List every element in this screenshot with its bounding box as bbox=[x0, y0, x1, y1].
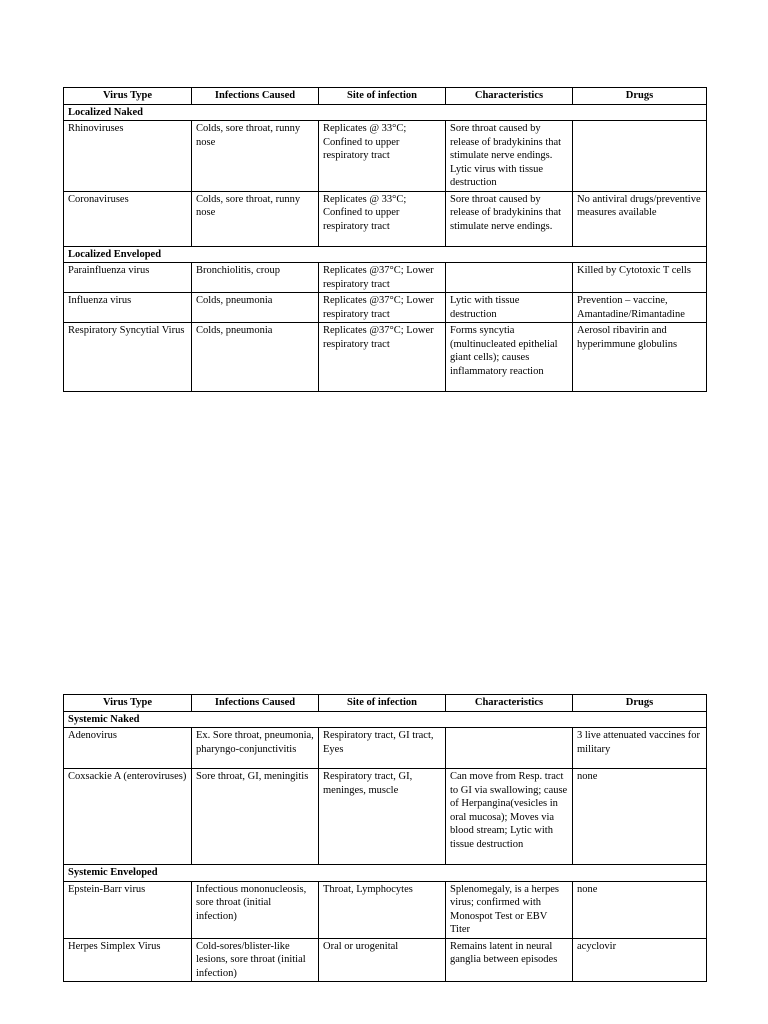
table-row bbox=[64, 121, 707, 192]
infections-cell: Sore throat, GI, meningitis bbox=[192, 769, 319, 865]
drugs-cell: none bbox=[573, 881, 707, 938]
section-title: Localized Enveloped bbox=[64, 246, 707, 263]
header-characteristics: Characteristics bbox=[446, 695, 573, 712]
drugs-cell: acyclovir bbox=[573, 938, 707, 982]
infections-cell: Colds, sore throat, runny nose bbox=[192, 121, 319, 192]
infections-cell: Colds, pneumonia bbox=[192, 323, 319, 392]
virus-type-cell: Herpes Simplex Virus bbox=[64, 938, 192, 982]
virus-type-cell: Influenza virus bbox=[64, 293, 192, 323]
site-cell: Respiratory tract, GI tract, Eyes bbox=[319, 728, 446, 769]
drugs-cell: No antiviral drugs/preventive measures available bbox=[573, 191, 707, 246]
section-row bbox=[64, 104, 707, 121]
header-row bbox=[64, 88, 707, 105]
virus-type-cell: Respiratory Syncytial Virus bbox=[64, 323, 192, 392]
table-row bbox=[64, 728, 707, 769]
virus-type-cell: Coxsackie A (enteroviruses) bbox=[64, 769, 192, 865]
header-virus-type: Virus Type bbox=[64, 695, 192, 712]
section-title: Systemic Naked bbox=[64, 711, 707, 728]
header-drugs: Drugs bbox=[573, 695, 707, 712]
infections-cell: Colds, sore throat, runny nose bbox=[192, 191, 319, 246]
header-site-of-infection: Site of infection bbox=[319, 88, 446, 105]
drugs-cell: none bbox=[573, 769, 707, 865]
characteristics-cell: Forms syncytia (multinucleated epithelial giant cells); causes inflammatory reaction bbox=[446, 323, 573, 392]
drugs-cell: 3 live attenuated vaccines for military bbox=[573, 728, 707, 769]
site-cell: Respiratory tract, GI, meninges, muscle bbox=[319, 769, 446, 865]
characteristics-cell bbox=[446, 263, 573, 293]
drugs-cell: Killed by Cytotoxic T cells bbox=[573, 263, 707, 293]
table-row bbox=[64, 263, 707, 293]
table-row bbox=[64, 769, 707, 865]
header-infections-caused: Infections Caused bbox=[192, 88, 319, 105]
characteristics-cell: Sore throat caused by release of bradykinins that stimulate nerve endings. bbox=[446, 191, 573, 246]
virus-type-cell: Parainfluenza virus bbox=[64, 263, 192, 293]
table-row bbox=[64, 323, 707, 392]
section-title: Localized Naked bbox=[64, 104, 707, 121]
characteristics-cell: Lytic with tissue destruction bbox=[446, 293, 573, 323]
infections-cell: Ex. Sore throat, pneumonia, pharyngo-conjunctivitis bbox=[192, 728, 319, 769]
drugs-cell bbox=[573, 121, 707, 192]
virus-type-cell: Coronaviruses bbox=[64, 191, 192, 246]
table-row bbox=[64, 881, 707, 938]
table-row bbox=[64, 191, 707, 246]
characteristics-cell bbox=[446, 728, 573, 769]
header-site-of-infection: Site of infection bbox=[319, 695, 446, 712]
section-row bbox=[64, 246, 707, 263]
site-cell: Throat, Lymphocytes bbox=[319, 881, 446, 938]
site-cell: Replicates @ 33°C; Confined to upper respiratory tract bbox=[319, 191, 446, 246]
site-cell: Oral or urogenital bbox=[319, 938, 446, 982]
section-row bbox=[64, 865, 707, 882]
table-row bbox=[64, 293, 707, 323]
characteristics-cell: Remains latent in neural ganglia between episodes bbox=[446, 938, 573, 982]
drugs-cell: Prevention – vaccine, Amantadine/Rimantadine bbox=[573, 293, 707, 323]
infections-cell: Infectious mononucleosis, sore throat (initial infection) bbox=[192, 881, 319, 938]
infections-cell: Colds, pneumonia bbox=[192, 293, 319, 323]
virus-type-cell: Rhinoviruses bbox=[64, 121, 192, 192]
site-cell: Replicates @37°C; Lower respiratory tract bbox=[319, 293, 446, 323]
header-drugs: Drugs bbox=[573, 88, 707, 105]
table-row bbox=[64, 938, 707, 982]
characteristics-cell: Can move from Resp. tract to GI via swallowing; cause of Herpangina(vesicles in oral mucosa); Moves via blood stream; Lytic with tissue destruction bbox=[446, 769, 573, 865]
characteristics-cell: Sore throat caused by release of bradykinins that stimulate nerve endings. Lytic virus with tissue destruction bbox=[446, 121, 573, 192]
site-cell: Replicates @37°C; Lower respiratory tract bbox=[319, 263, 446, 293]
infections-cell: Cold-sores/blister-like lesions, sore throat (initial infection) bbox=[192, 938, 319, 982]
header-virus-type: Virus Type bbox=[64, 88, 192, 105]
table-header bbox=[64, 695, 707, 712]
site-cell: Replicates @37°C; Lower respiratory tract bbox=[319, 323, 446, 392]
infections-cell: Bronchiolitis, croup bbox=[192, 263, 319, 293]
virus-type-cell: Adenovirus bbox=[64, 728, 192, 769]
section-row bbox=[64, 711, 707, 728]
localized-virus-table bbox=[63, 87, 707, 392]
site-cell: Replicates @ 33°C; Confined to upper respiratory tract bbox=[319, 121, 446, 192]
header-row bbox=[64, 695, 707, 712]
drugs-cell: Aerosol ribavirin and hyperimmune globulins bbox=[573, 323, 707, 392]
header-infections-caused: Infections Caused bbox=[192, 695, 319, 712]
table-header bbox=[64, 88, 707, 105]
characteristics-cell: Splenomegaly, is a herpes virus; confirmed with Monospot Test or EBV Titer bbox=[446, 881, 573, 938]
systemic-virus-table bbox=[63, 694, 707, 982]
section-title: Systemic Enveloped bbox=[64, 865, 707, 882]
virus-type-cell: Epstein-Barr virus bbox=[64, 881, 192, 938]
header-characteristics: Characteristics bbox=[446, 88, 573, 105]
